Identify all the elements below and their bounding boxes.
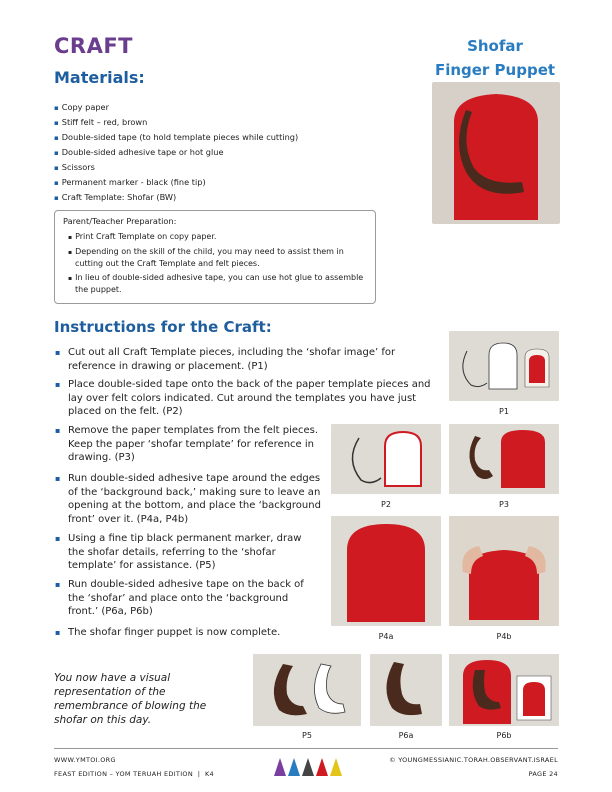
list-item: ▪ Depending on the skill of the child, you may need to assist them in cutting out the Craft Template and felt pieces. (65, 246, 370, 269)
instruction-step: ▪ Run double-sided adhesive tape around the edges of the ‘background back,’ making sure to leave an opening at the bottom, and place the ‘background front’ over it. (P4a, P4b) (56, 472, 321, 526)
footer-copyright: © YOUNGMESSIANIC.TORAH.OBSERVANT.ISRAEL (389, 756, 558, 764)
caption-p2: P2 (381, 500, 391, 509)
page-title (430, 34, 560, 82)
prep-heading: Parent/Teacher Preparation: (63, 216, 177, 226)
footer-edition: FEAST EDITION – YOM TERUAH EDITION | K4 (54, 770, 214, 778)
caption-p4b: P4b (496, 632, 512, 641)
footer-edition-text: FEAST EDITION – YOM TERUAH EDITION (54, 770, 193, 778)
caption-p6a: P6a (398, 731, 414, 740)
photo-p6b (449, 654, 559, 726)
materials-heading: Materials: (54, 68, 145, 87)
title-line-1: Shofar (467, 37, 523, 55)
title-line-2: Finger Puppet (434, 61, 556, 79)
footer-divider (54, 748, 558, 749)
prep-box (54, 210, 376, 304)
photo-p2 (331, 424, 441, 494)
instruction-step: ▪ Cut out all Craft Template pieces, including the ‘shofar image’ for reference in drawing or placement. (P1) (56, 346, 446, 373)
list-item: ▪ In lieu of double-sided adhesive tape, you can use hot glue to assemble the puppet. (65, 272, 370, 295)
instruction-step: ▪ Run double-sided adhesive tape on the back of the ‘shofar’ and place onto the ‘background front.’ (P6a, P6b) (56, 578, 321, 619)
list-item: ▪ Stiff felt – red, brown (54, 115, 298, 130)
instructions-heading: Instructions for the Craft: (54, 318, 272, 336)
craft-heading: CRAFT (54, 34, 134, 58)
materials-list (54, 100, 298, 205)
list-item: ▪ Double-sided tape (to hold template pieces while cutting) (54, 130, 298, 145)
photo-p4a (331, 516, 441, 626)
photo-p5 (253, 654, 361, 726)
footer-edition-number: K4 (204, 770, 214, 778)
list-item: ▪ Print Craft Template on copy paper. (65, 231, 370, 243)
list-item: ▪ Double-sided adhesive tape or hot glue (54, 145, 298, 160)
prep-list (65, 231, 370, 298)
list-item: ▪ Craft Template: Shofar (BW) (54, 190, 298, 205)
caption-p4a: P4a (378, 632, 394, 641)
caption-p3: P3 (499, 500, 509, 509)
page-number: PAGE 24 (528, 770, 558, 778)
closing-text: You now have a visual representation of the remembrance of blowing the shofar on this day. (54, 672, 207, 726)
caption-p5: P5 (302, 731, 312, 740)
photo-p3 (449, 424, 559, 494)
photo-p1 (449, 331, 559, 401)
list-item: ▪ Permanent marker - black (fine tip) (54, 175, 298, 190)
instruction-step: ▪ Remove the paper templates from the felt pieces. Keep the paper ‘shofar template’ for reference in drawing. (P3) (56, 424, 321, 465)
list-item: ▪ Copy paper (54, 100, 298, 115)
list-item: ▪ Scissors (54, 160, 298, 175)
caption-p1: P1 (499, 407, 509, 416)
photo-p4b (449, 516, 559, 626)
hero-photo (432, 82, 560, 224)
photo-p6a (370, 654, 442, 726)
instruction-step: ▪ Place double-sided tape onto the back of the paper template pieces and lay over felt colors indicated. Cut around the templates you have just placed on the felt. (P2) (56, 378, 446, 419)
instruction-step: ▪ The shofar finger puppet is now complete. (56, 626, 321, 640)
instruction-step: ▪ Using a fine tip black permanent marker, draw the shofar details, referring to the ‘shofar template’ for assistance. (P5) (56, 532, 321, 573)
footer-logo (272, 754, 344, 778)
footer-website: WWW.YMTOI.ORG (54, 756, 116, 764)
caption-p6b: P6b (496, 731, 512, 740)
